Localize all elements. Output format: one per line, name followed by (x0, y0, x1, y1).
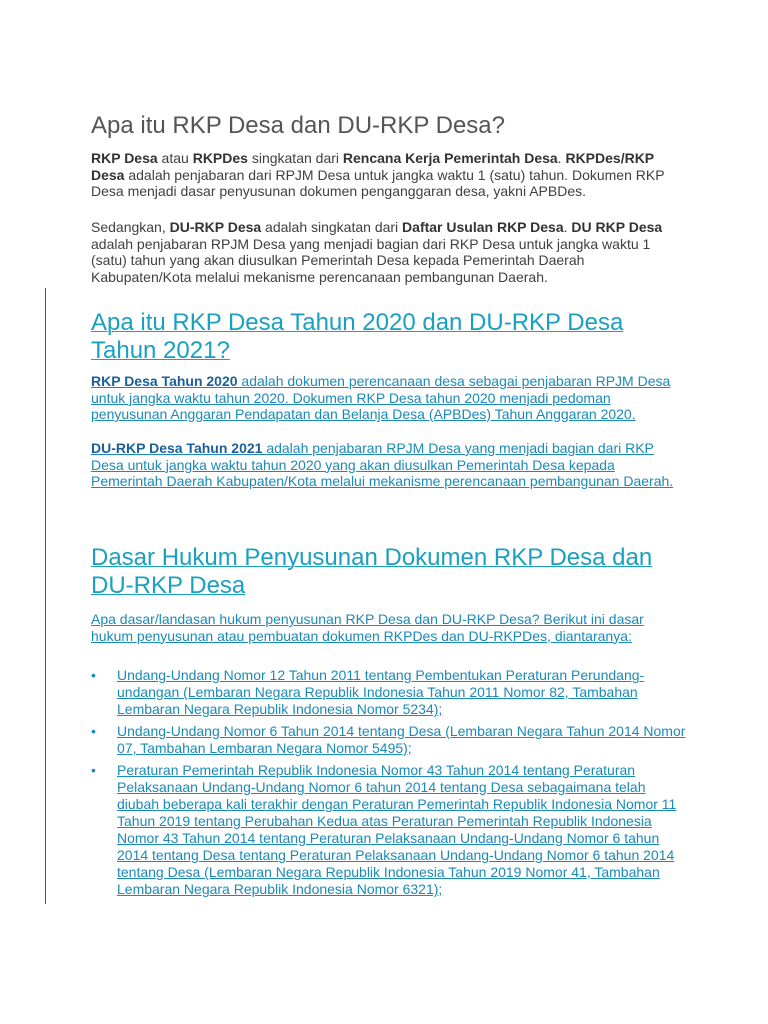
term-daftar-usulan: Daftar Usulan RKP Desa (402, 219, 564, 235)
paragraph-dasar-hukum-intro[interactable]: Apa dasar/landasan hukum penyusunan RKP Desa dan DU-RKP Desa? Berikut ini dasar hukum penyusunan atau pembuatan dokumen RKPDes dan DU-RKPDes, diantaranya: (91, 611, 644, 644)
text-fragment: . (563, 219, 572, 235)
text-fragment: atau (157, 150, 193, 166)
list-item-text: Undang-Undang Nomor 6 Tahun 2014 tentang Desa (Lembaran Negara Tahun 2014 Nomor 07, Tambahan Lembaran Negara Nomor 5495); (117, 723, 686, 756)
section-heading-dasar-hukum[interactable]: Dasar Hukum Penyusunan Dokumen RKP Desa dan DU-RKP Desa (91, 544, 653, 599)
bullet-icon: • (91, 723, 96, 739)
text-fragment: . (557, 150, 566, 166)
term-du-rkp-desa-2: DU RKP Desa (571, 219, 663, 235)
left-margin-rule (45, 288, 46, 904)
bullet-icon: • (91, 762, 96, 778)
list-item-text: Peraturan Pemerintah Republik Indonesia Nomor 43 Tahun 2014 tentang Peraturan Pelaksanaan Undang-Undang Nomor 6 tahun 2014 tentang Desa sebagaimana telah diubah beberapa kali terakhir dengan Peraturan Pemerintah Republik Indonesia Nomor 11 Tahun 2019 tentang Perubahan Kedua atas Peraturan Pemerintah Republik Indonesia Nomor 43 Tahun 2014 tentang Peraturan Pelaksanaan Undang-Undang Nomor 6 tahun 2014 tentang Desa tentang Peraturan Pelaksanaan Undang-Undang Nomor 6 tahun 2014 tentang Desa (Lembaran Negara Republik Indonesia Tahun 2019 Nomor 41, Tambahan Lembaran Negara Republik Indonesia Nomor 6321); (117, 762, 677, 897)
paragraph-rkp-2020-link[interactable] (91, 373, 681, 423)
section-heading-rkp-2020[interactable]: Apa itu RKP Desa Tahun 2020 dan DU-RKP Desa Tahun 2021? (91, 309, 624, 364)
term-rkpdes-rkp-desa: RKPDes/RKP Desa (91, 150, 654, 183)
list-item[interactable] (91, 667, 691, 718)
list-item[interactable] (91, 723, 691, 757)
term-du-rkp-desa-2021: DU-RKP Desa Tahun 2021 (91, 440, 263, 456)
text-fragment: adalah penjabaran dari RPJM Desa untuk jangka waktu 1 (satu) tahun. Dokumen RKP Desa menjadi dasar penyusunan dokumen penganggaran desa, yakni APBDes. (91, 166, 665, 199)
term-rencana-kerja: Rencana Kerja Pemerintah Desa (342, 150, 558, 166)
text-fragment: Sedangkan, (91, 219, 170, 235)
list-item[interactable] (91, 762, 691, 898)
text-fragment: adalah penjabaran RPJM Desa yang menjadi bagian dari RKP Desa untuk jangka waktu tahun 2020 yang akan diusulkan Pemerintah Desa kepada Pemerintah Daerah Kabupaten/Kota melalui mekanisme perencanaan pembangunan Daerah. (91, 440, 674, 489)
text-fragment: adalah penjabaran RPJM Desa yang menjadi bagian dari RKP Desa untuk jangka waktu 1 (satu) tahun yang akan diusulkan Pemerintah Desa kepada Pemerintah Daerah Kabupaten/Kota melalui mekanisme perencanaan pembangunan Daerah. (91, 235, 651, 285)
text-fragment: singkatan dari (247, 150, 343, 166)
paragraph-du-rkp-2021-link[interactable] (91, 440, 681, 490)
list-item-text: Undang-Undang Nomor 12 Tahun 2011 tentang Pembentukan Peraturan Perundang-undangan (Lembaran Negara Republik Indonesia Tahun 2011 Nomor 82, Tambahan Lembaran Negara Republik Indonesia Nomor 5234); (117, 667, 645, 717)
term-du-rkp-desa: DU-RKP Desa (169, 219, 262, 235)
term-rkp-desa-2020: RKP Desa Tahun 2020 (91, 373, 238, 389)
bullet-icon: • (91, 667, 96, 683)
paragraph-du-rkp-definition (91, 219, 681, 285)
text-fragment: adalah dokumen perencanaan desa sebagai penjabaran RPJM Desa untuk jangka waktu tahun 2020. Dokumen RKP Desa tahun 2020 menjadi pedoman penyusunan Anggaran Pendapatan dan Belanja Desa (APBDes) Tahun Anggaran 2020. (91, 373, 671, 422)
paragraph-rkp-definition (91, 150, 681, 200)
section-heading-what-is-rkp: Apa itu RKP Desa dan DU-RKP Desa? (91, 112, 505, 139)
text-fragment: adalah singkatan dari (261, 219, 403, 235)
term-rkp-desa: RKP Desa (91, 150, 158, 166)
term-rkpdes: RKPDes (192, 150, 248, 166)
legal-basis-list (91, 667, 691, 903)
